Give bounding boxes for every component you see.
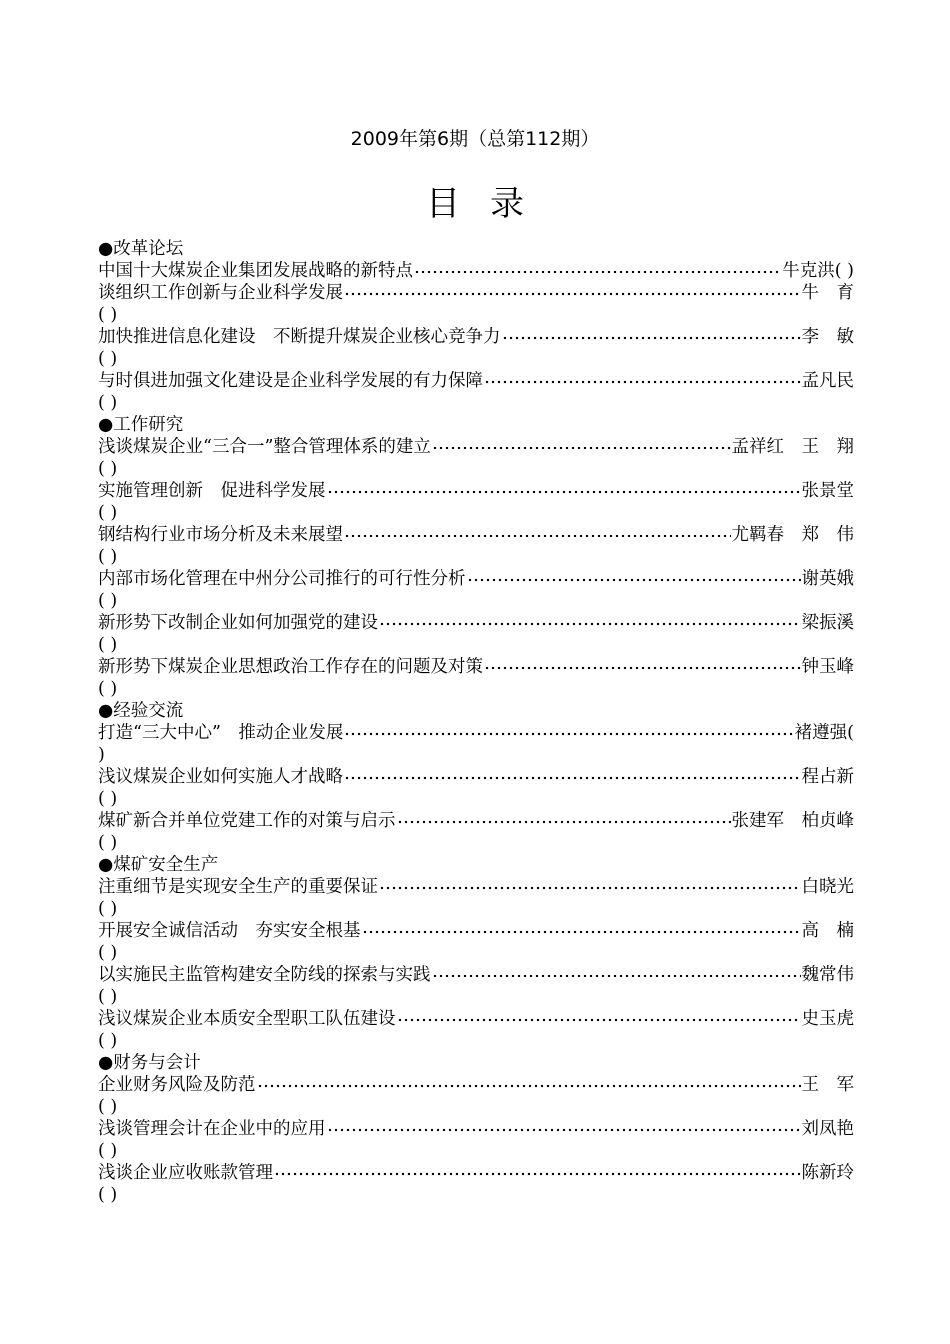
dot-leader [432, 973, 801, 979]
toc-entry-line [98, 722, 854, 744]
entry-author: 牛 育 [801, 283, 854, 303]
entry-author: 孟祥红 王 翔 [731, 437, 854, 457]
dot-leader [344, 731, 793, 737]
entry-title: 浅谈企业应收账款管理 [98, 1163, 273, 1183]
dot-leader [344, 775, 801, 781]
entry-author: 张景堂 [801, 481, 854, 501]
entry-author: 梁振溪 [801, 613, 854, 633]
toc-entry [98, 1008, 854, 1052]
entry-title: 中国十大煤炭企业集团发展战略的新特点 [98, 261, 413, 281]
toc-entry [98, 480, 854, 524]
toc-entry [98, 1118, 854, 1162]
entry-title: 内部市场化管理在中州分公司推行的可行性分析 [98, 569, 466, 589]
toc-entry [98, 568, 854, 612]
entry-author: 魏常伟 [801, 965, 854, 985]
dot-leader [257, 1083, 801, 1089]
entry-author: 高 楠 [801, 921, 854, 941]
entry-page-ref: ( ) [98, 591, 118, 611]
toc-entry [98, 260, 854, 282]
toc-entry [98, 1162, 854, 1206]
entry-page-ref: ) [98, 745, 105, 765]
entry-title: 煤矿新合并单位党建工作的对策与启示 [98, 811, 396, 831]
entry-title: 浅议煤炭企业本质安全型职工队伍建设 [98, 1009, 396, 1029]
entry-page-ref: ( ) [98, 1185, 118, 1205]
toc-entry [98, 656, 854, 700]
entry-author: 牛克洪( ) [782, 261, 854, 281]
entry-title: 加快推进信息化建设 不断提升煤炭企业核心竞争力 [98, 327, 501, 347]
entry-title: 实施管理创新 促进科学发展 [98, 481, 326, 501]
entry-author: 谢英娥 [801, 569, 854, 589]
dot-leader [467, 577, 801, 583]
entry-page-ref: ( ) [98, 1141, 118, 1161]
entry-title: 谈组织工作创新与企业科学发展 [98, 283, 343, 303]
toc-entry [98, 282, 854, 326]
dot-leader [362, 929, 801, 935]
toc-entry-line [98, 1074, 854, 1096]
dot-leader [379, 621, 801, 627]
section-heading: ●改革论坛 [98, 239, 184, 259]
entry-title: 浅谈煤炭企业“三合一”整合管理体系的建立 [98, 437, 431, 457]
toc-entry [98, 876, 854, 920]
toc-entry [98, 1074, 854, 1118]
dot-leader [432, 445, 731, 451]
entry-title: 浅议煤炭企业如何实施人才战略 [98, 767, 343, 787]
entry-page-ref: ( ) [98, 1031, 118, 1051]
toc-entry [98, 436, 854, 480]
dot-leader [414, 269, 781, 275]
toc-entry-line [98, 436, 854, 458]
entry-title: 注重细节是实现安全生产的重要保证 [98, 877, 378, 897]
entry-page-ref: ( ) [98, 635, 118, 655]
entry-author: 白晓光 [801, 877, 854, 897]
entry-page-ref: ( ) [98, 547, 118, 567]
table-of-contents [98, 238, 854, 1206]
entry-title: 与时俱进加强文化建设是企业科学发展的有力保障 [98, 371, 483, 391]
entry-page-ref: ( ) [98, 393, 118, 413]
entry-title: 新形势下煤炭企业思想政治工作存在的问题及对策 [98, 657, 483, 677]
toc-entry-line [98, 326, 854, 348]
entry-title: 企业财务风险及防范 [98, 1075, 256, 1095]
entry-page-ref: ( ) [98, 349, 118, 369]
dot-leader [397, 819, 731, 825]
entry-title: 新形势下改制企业如何加强党的建设 [98, 613, 378, 633]
toc-entry [98, 810, 854, 854]
toc-entry-line [98, 612, 854, 634]
toc-entry-line [98, 370, 854, 392]
entry-title: 钢结构行业市场分析及未来展望 [98, 525, 343, 545]
entry-title: 开展安全诚信活动 夯实安全根基 [98, 921, 361, 941]
toc-entry-line [98, 810, 854, 832]
section-heading: ●煤矿安全生产 [98, 855, 219, 875]
toc-entry-line [98, 1118, 854, 1140]
entry-author: 王 军 [801, 1075, 854, 1095]
toc-entry [98, 722, 854, 766]
toc-entry [98, 766, 854, 810]
entry-title: 浅谈管理会计在企业中的应用 [98, 1119, 326, 1139]
entry-author: 程占新 [801, 767, 854, 787]
toc-entry-line [98, 964, 854, 986]
entry-page-ref: ( ) [98, 459, 118, 479]
dot-leader [327, 1127, 801, 1133]
entry-page-ref: ( ) [98, 943, 118, 963]
toc-entry-line [98, 524, 854, 546]
toc-entry-line [98, 282, 854, 304]
entry-title: 以实施民主监管构建安全防线的探索与实践 [98, 965, 431, 985]
toc-entry [98, 612, 854, 656]
toc-entry-line [98, 766, 854, 788]
dot-leader [502, 335, 801, 341]
page-title: 目录 [426, 184, 554, 224]
issue-info: 2009年第6期（总第112期） [350, 128, 600, 150]
section-heading: ●财务与会计 [98, 1053, 201, 1073]
section-heading: ●经验交流 [98, 701, 184, 721]
entry-page-ref: ( ) [98, 1097, 118, 1117]
dot-leader [344, 291, 801, 297]
toc-entry [98, 326, 854, 370]
entry-page-ref: ( ) [98, 789, 118, 809]
toc-entry-line [98, 1162, 854, 1184]
toc-entry [98, 370, 854, 414]
dot-leader [327, 489, 801, 495]
entry-page-ref: ( ) [98, 679, 118, 699]
section-heading: ●工作研究 [98, 415, 184, 435]
dot-leader [344, 533, 731, 539]
dot-leader [379, 885, 801, 891]
entry-page-ref: ( ) [98, 987, 118, 1007]
entry-page-ref: ( ) [98, 503, 118, 523]
toc-entry-line [98, 656, 854, 678]
entry-author: 史玉虎 [801, 1009, 854, 1029]
toc-entry [98, 964, 854, 1008]
entry-author: 张建军 柏贞峰 [731, 811, 854, 831]
toc-entry-line [98, 568, 854, 590]
entry-author: 陈新玲 [801, 1163, 854, 1183]
entry-author: 李 敏 [801, 327, 854, 347]
dot-leader [484, 379, 801, 385]
toc-entry-line [98, 260, 854, 282]
dot-leader [274, 1171, 801, 1177]
dot-leader [484, 665, 801, 671]
entry-title: 打造“三大中心” 推动企业发展 [98, 723, 344, 743]
entry-author: 尤羁春 郑 伟 [731, 525, 854, 545]
toc-entry-line [98, 480, 854, 502]
entry-page-ref: ( ) [98, 833, 118, 853]
toc-entry [98, 920, 854, 964]
entry-author: 钟玉峰 [801, 657, 854, 677]
toc-entry-line [98, 920, 854, 942]
dot-leader [397, 1017, 801, 1023]
toc-entry-line [98, 876, 854, 898]
entry-author: 褚遵强( [794, 723, 854, 743]
entry-page-ref: ( ) [98, 899, 118, 919]
entry-author: 刘凤艳 [801, 1119, 854, 1139]
toc-entry-line [98, 1008, 854, 1030]
entry-author: 孟凡民 [801, 371, 854, 391]
toc-entry [98, 524, 854, 568]
entry-page-ref: ( ) [98, 305, 118, 325]
